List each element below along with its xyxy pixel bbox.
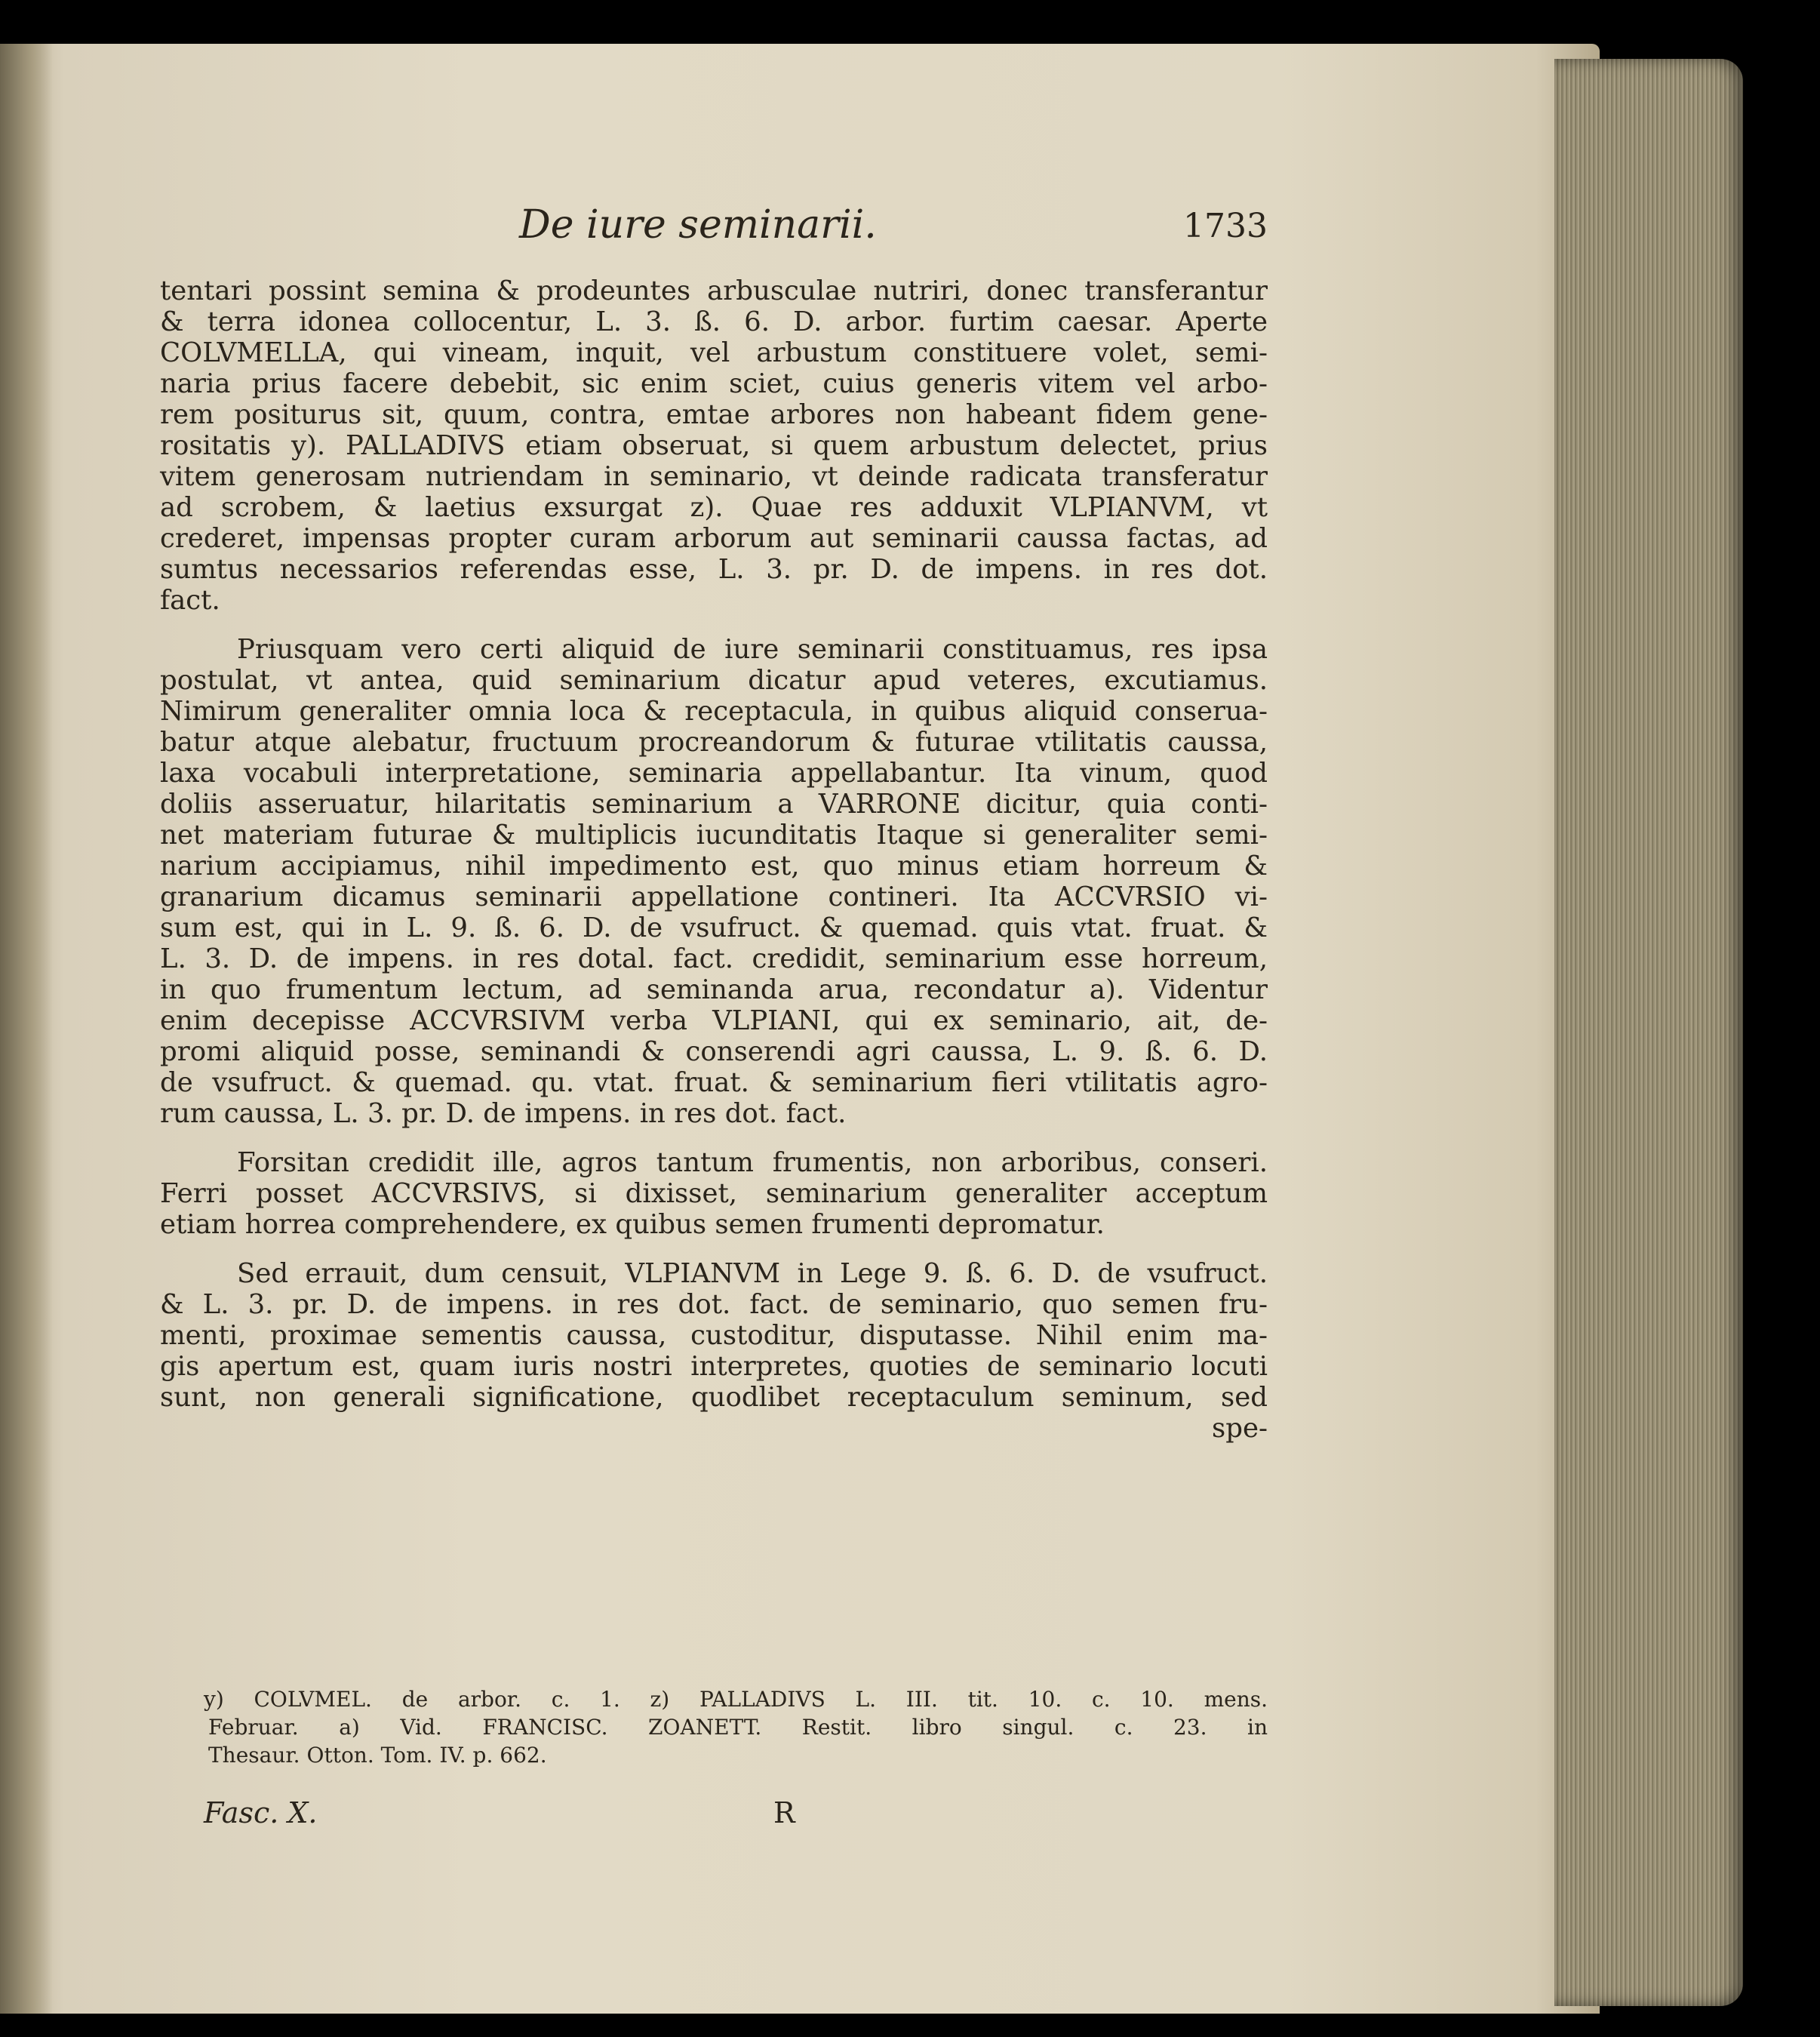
text-line: etiam horrea comprehendere, ex quibus semen frumenti depromatur. — [160, 1209, 1105, 1240]
main-text — [160, 275, 1268, 1444]
text-line: rum caussa, L. 3. pr. D. de impens. in res dot. fact. — [160, 1098, 847, 1129]
paragraph-3 — [160, 1147, 1268, 1240]
text-line: promi aliquid posse, seminandi & conserendi agri caussa, L. 9. ß. 6. D. — [160, 1036, 1268, 1067]
text-line: net materiam futurae & multiplicis iucunditatis Itaque si generaliter semi- — [160, 820, 1268, 851]
text-line: sunt, non generali significatione, quodlibet receptaculum seminum, sed — [160, 1382, 1268, 1413]
text-line: rositatis y). PALLADIVS etiam obseruat, si quem arbustum delectet, prius — [160, 430, 1268, 461]
footnotes — [204, 1685, 1268, 1769]
text-line: crederet, impensas propter curam arborum aut seminarii caussa factas, ad — [160, 523, 1268, 554]
page-title: De iure seminarii. — [519, 202, 877, 248]
signature-mark: Fasc. X. — [204, 1796, 318, 1829]
text-line: ad scrobem, & laetius exsurgat z). Quae res adduxit VLPIANVM, vt — [160, 492, 1268, 523]
footnote-line: y) COLVMEL. de arbor. c. 1. z) PALLADIVS L. III. tit. 10. c. 10. mens. — [204, 1687, 1268, 1712]
page-footer — [204, 1796, 1245, 1842]
text-line: narium accipiamus, nihil impedimento est, quo minus etiam horreum & — [160, 851, 1268, 882]
text-line: Sed errauit, dum censuit, VLPIANVM in Lege 9. ß. 6. D. de vsufruct. — [237, 1258, 1268, 1289]
text-line: fact. — [160, 585, 220, 616]
footnote-line: Thesaur. Otton. Tom. IV. p. 662. — [208, 1743, 547, 1768]
text-line: rem positurus sit, quum, contra, emtae arbores non habeant fidem gene- — [160, 399, 1268, 430]
text-line: granarium dicamus seminarii appellatione contineri. Ita ACCVRSIO vi- — [160, 882, 1268, 912]
binding-gutter — [0, 44, 53, 2014]
text-line: naria prius facere debebit, sic enim sciet, cuius generis vitem vel arbo- — [160, 368, 1268, 399]
catchword-line: spe- — [1212, 1413, 1268, 1444]
text-line: sumtus necessarios referendas esse, L. 3. pr. D. de impens. in res dot. — [160, 554, 1268, 585]
text-line: vitem generosam nutriendam in seminario, vt deinde radicata transferatur — [160, 461, 1268, 492]
paragraph-2 — [160, 634, 1268, 1129]
running-head — [151, 202, 1268, 255]
text-line: batur atque alebatur, fructuum procreandorum & futurae vtilitatis caussa, — [160, 727, 1268, 758]
text-line: & L. 3. pr. D. de impens. in res dot. fact. de seminario, quo semen fru- — [160, 1289, 1268, 1320]
text-line: laxa vocabuli interpretatione, seminaria appellabantur. Ita vinum, quod — [160, 758, 1268, 789]
text-line: doliis asseruatur, hilaritatis seminarium a VARRONE dicitur, quia conti- — [160, 789, 1268, 820]
text-line: Forsitan credidit ille, agros tantum frumentis, non arboribus, conseri. — [237, 1147, 1268, 1178]
paragraph-4 — [160, 1258, 1268, 1444]
text-line: enim decepisse ACCVRSIVM verba VLPIANI, qui ex seminario, ait, de- — [160, 1005, 1268, 1036]
text-line: L. 3. D. de impens. in res dotal. fact. credidit, seminarium esse horreum, — [160, 943, 1268, 974]
text-line: & terra idonea collocentur, L. 3. ß. 6. D. arbor. furtim caesar. Aperte — [160, 306, 1268, 337]
text-line: Nimirum generaliter omnia loca & receptacula, in quibus aliquid conserua- — [160, 696, 1268, 727]
text-line: in quo frumentum lectum, ad seminanda arua, recondatur a). Videntur — [160, 974, 1268, 1005]
page-edges — [1554, 59, 1743, 2006]
text-line: COLVMELLA, qui vineam, inquit, vel arbustum constituere volet, semi- — [160, 337, 1268, 368]
text-line: Ferri posset ACCVRSIVS, si dixisset, seminarium generaliter acceptum — [160, 1178, 1268, 1209]
text-line: de vsufruct. & quemad. qu. vtat. fruat. & seminarium fieri vtilitatis agro- — [160, 1067, 1268, 1098]
gathering-letter: R — [773, 1796, 795, 1829]
text-line: sum est, qui in L. 9. ß. 6. D. de vsufruct. & quemad. quis vtat. fruat. & — [160, 912, 1268, 943]
text-line: tentari possint semina & prodeuntes arbusculae nutriri, donec transferantur — [160, 275, 1268, 306]
footnote-line: Februar. a) Vid. FRANCISC. ZOANETT. Restit. libro singul. c. 23. in — [208, 1715, 1268, 1740]
text-line: postulat, vt antea, quid seminarium dicatur apud veteres, excutiamus. — [160, 665, 1268, 696]
text-line: Priusquam vero certi aliquid de iure seminarii constituamus, res ipsa — [237, 634, 1268, 665]
paragraph-1 — [160, 275, 1268, 616]
text-line: menti, proximae sementis caussa, custoditur, disputasse. Nihil enim ma- — [160, 1320, 1268, 1351]
text-line: gis apertum est, quam iuris nostri interpretes, quoties de seminario locuti — [160, 1351, 1268, 1382]
page-number: 1733 — [1183, 207, 1268, 245]
